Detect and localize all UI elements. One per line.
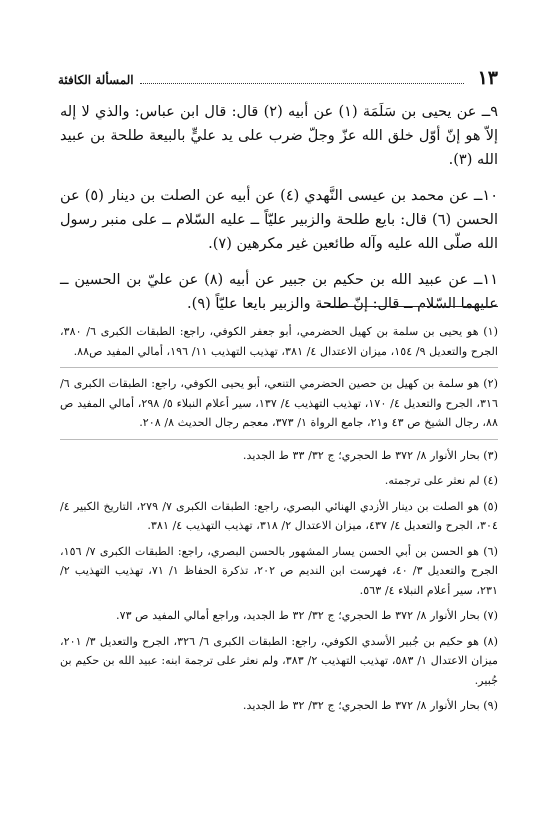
footnote-2: (٢) هو سلمة بن كهيل بن حصين الحضرمي التنعي، أبو يحيى الكوفي، راجع: الطبقات الكبرى ٦/ ٣١٦، الجرح والتعديل ٤/ ١٧٠، تهذيب التهذيب ٤/ ١٣٧، سير أعلام النبلاء ٥/ ٢٩٨، أمالي المفيد ص ٨٨، رجال الشيخ ص ٤٣ و٢١، جامع الرواة ١/ ٣٧٣، معجم رجال الحديث ٨/ ٢٠٨. (60, 377, 498, 429)
header-dotted-rule (140, 82, 464, 84)
paragraph-9: ٩ــ عن يحيى بن سَلَمَة (١) عن أبيه (٢) قال: قال ابن عباس: والذي لا إله إلاّ هو إنّ أوّل خلق الله عزّ وجلّ ضرب على يد عليٍّ بالبيعة طلحة بن عبيد الله (٣). (60, 104, 498, 168)
footnote-9: (٩) بحار الأنوار ٨/ ٣٧٢ ط الحجري؛ ج ٣٢/ ٣٢ ط الجديد. (242, 699, 498, 712)
footnotes (60, 322, 498, 722)
paragraph-10: ١٠ــ عن محمد بن عيسى النَّهدي (٤) عن أبيه عن الصلت بن دينار (٥) عن الحسن (٦) قال: بايع طلحة والزبير عليّاً ــ عليه السّلام ــ على منبر رسول الله صلّى الله عليه وآله طائعين غير مكرهين (٧). (60, 188, 498, 252)
page-header (58, 64, 498, 88)
footnote-divider (60, 439, 498, 440)
footnote-1: (١) هو يحيى بن سلمة بن كهيل الحضرمي، أبو جعفر الكوفي، راجع: الطبقات الكبرى ٦/ ٣٨٠، الجرح والتعديل ٩/ ١٥٤، ميزان الاعتدال ٤/ ٣٨١، تهذيب التهذيب ١١/ ١٩٦، أمالي المفيد ص٨٨. (60, 325, 498, 358)
footnote-divider (60, 367, 498, 368)
footnote-separator (322, 306, 498, 307)
paragraph-11: ١١ــ عن عبيد الله بن حكيم بن جبير عن أبيه (٨) عن عليّ بن الحسين ــ عليهما السّلام ــ قال: إنّ طلحة والزبير بايعا عليّاً (٩). (60, 272, 498, 312)
footnote-6: (٦) هو الحسن بن أبي الحسن يسار المشهور بالحسن البصري، راجع: الطبقات الكبرى ٧/ ١٥٦، الجرح والتعديل ٣/ ٤٠، فهرست ابن النديم ص ٢٠٢، تذكرة الحفاظ ١/ ٧١، تهذيب التهذيب ٢/ ٢٣١، سير أعلام النبلاء ٤/ ٥٦٣. (60, 544, 498, 597)
main-text (60, 100, 498, 324)
chapter-title: المسألة الكافئة (58, 73, 134, 87)
page-number: ١٣ (477, 67, 498, 89)
footnote-3: (٣) بحار الأنوار ٨/ ٣٧٢ ط الحجري؛ ج ٣٢/ ٣٣ ط الجديد. (242, 448, 498, 462)
footnote-4: (٤) لم نعثر على ترجمته. (384, 474, 498, 487)
footnote-7: (٧) بحار الأنوار ٨/ ٣٧٢ ط الحجري؛ ج ٣٢/ ٣٢ ط الجديد، وراجع أمالي المفيد ص ٧٣. (116, 609, 498, 622)
footnote-5: (٥) هو الصلت بن دينار الأزدي الهنائي البصري، راجع: الطبقات الكبرى ٧/ ٢٧٩، التاريخ الكبير ٤/ ٣٠٤، الجرح والتعديل ٤/ ٤٣٧، ميزان الاعتدال ٢/ ٣١٨، تهذيب التهذيب ٤/ ٣٨١. (60, 499, 498, 532)
footnote-8: (٨) هو حكيم بن جُبير الأسدي الكوفي، راجع: الطبقات الكبرى ٦/ ٣٢٦، الجرح والتعديل ٣/ ٢٠١، ميزان الاعتدال ١/ ٥٨٣، تهذيب التهذيب ٢/ ٣٨٣، ولم نعثر على ترجمة ابنه: عبيد الله بن حكيم بن جُبير. (60, 634, 499, 687)
